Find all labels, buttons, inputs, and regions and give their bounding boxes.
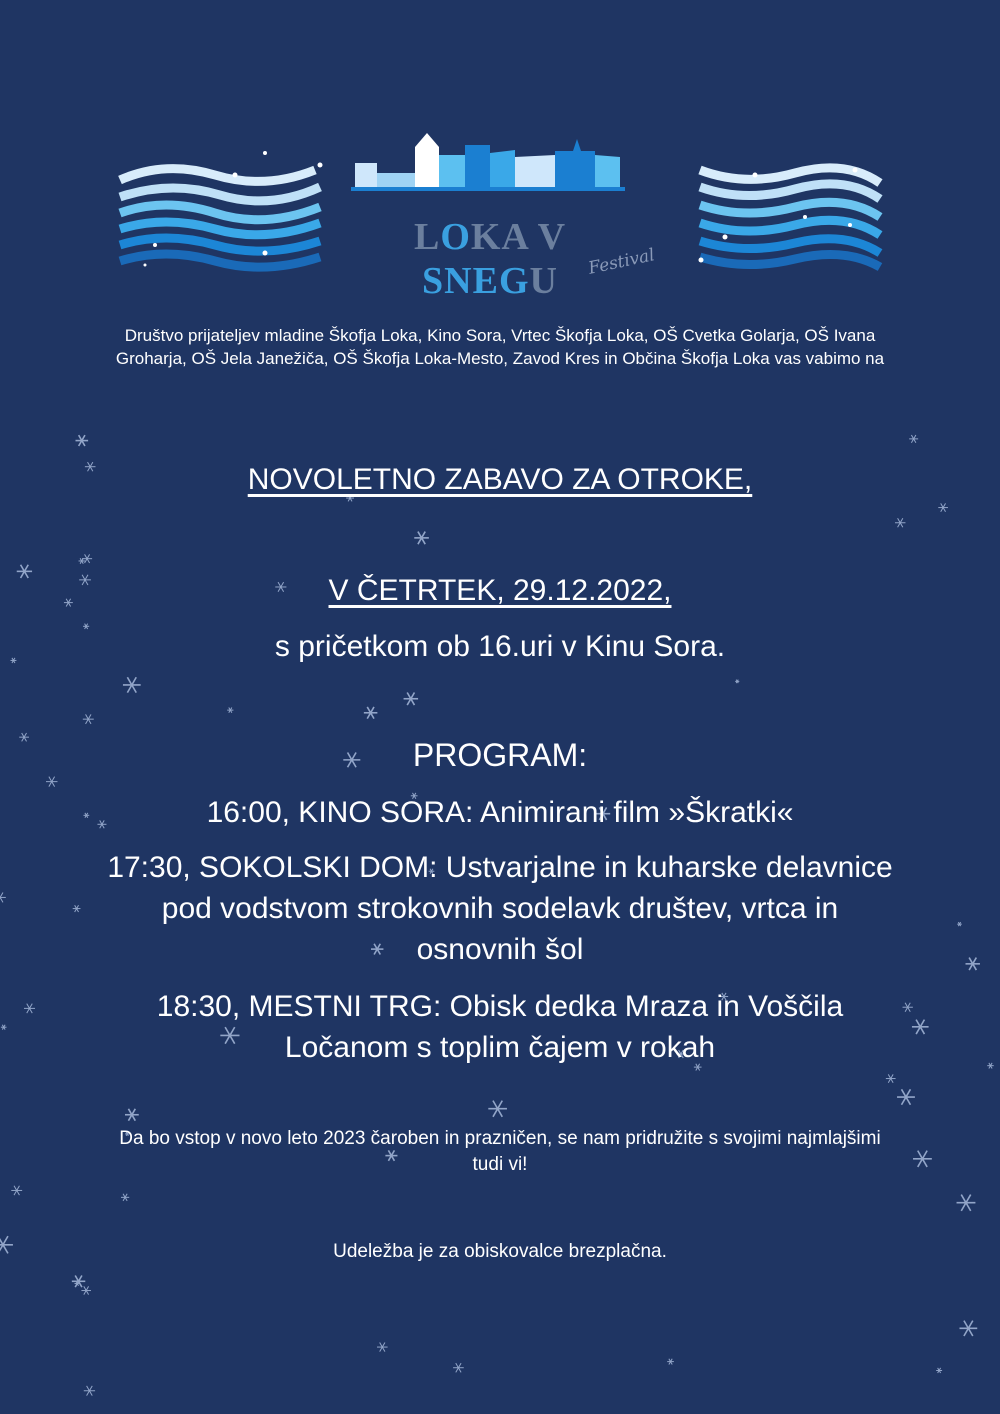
castle-skyline-graphic [351,133,625,191]
snowflake-icon [938,503,948,511]
snowflake-icon [76,435,89,446]
logo-title: LOKA V SNEGU [413,216,567,302]
event-date: V ČETRTEK, 29.12.2022, [328,574,672,607]
snowflake-icon [84,1386,95,1396]
snowflake-icon [377,1342,388,1351]
snowflake-icon [404,692,419,705]
snowflake-icon [959,1321,977,1336]
snowflake-icon [64,599,73,607]
snowflake-icon [414,532,429,545]
snowflake-icon [364,707,378,719]
snowflake-icon [957,1195,976,1211]
program-item: 18:30, MESTNI TRG: Obisk dedka Mraza in Voščila Ločanom s toplim čajem v rokah [156,990,844,1064]
snowflake-icon [895,518,905,527]
closing-paragraph: Da bo vstop v novo leto 2023 čaroben in prazničen, se nam pridružite s svojimi najmlajšimi tudi vi! [119,1128,881,1175]
snowflake-icon [913,1151,932,1167]
snowflake-icon [0,893,6,903]
snowflake-icon [81,1286,91,1294]
snowflake-icon [24,1004,35,1014]
event-start: s pričetkom ob 16.uri v Kinu Sora. [274,630,726,663]
snowflake-icon [123,677,141,692]
snowflake-icon [912,1020,929,1034]
snowflake-icon [79,575,91,585]
logo-subtitle: Festival [586,245,657,279]
snowflake-icon [83,813,89,818]
snowflake-icon [936,1368,942,1373]
snowflake-icon [46,777,57,787]
snowflake-icon [10,658,16,663]
snowflake-icon [897,1089,915,1104]
snowflake-icon [957,922,962,926]
intro-paragraph: Društvo prijateljev mladine Škofja Loka, Kino Sora, Vrtec Škofja Loka, OŠ Cvetka Golarja, OŠ Ivana Groharja, OŠ Jela Janežiča, OŠ Škofja Loka-Mesto, Zavod Kres in Občina Škofja Loka vas vabimo na [115,326,885,368]
snowflake-icon [735,680,739,684]
snowflake-icon [667,1359,674,1365]
snowflake-icon [966,958,980,971]
snowflake-icon [987,1063,993,1069]
snowflake-icon [83,714,94,723]
free-entry-note: Udeležba je za obiskovalce brezplačna. [333,1241,667,1262]
snowflake-icon [11,1186,22,1195]
program-item: 17:30, SOKOLSKI DOM: Ustvarjalne in kuharske delavnice pod vodstvom strokovnih sodelavk društev, vrtca in osnovnih šol [107,851,893,966]
snowflake-icon [83,624,89,629]
snowflake-icon [903,1003,913,1012]
snowflake-icon [1,1025,7,1030]
snowflake-icon [17,565,32,578]
program-title: PROGRAM: [412,737,588,773]
program-item: 16:00, KINO SORA: Animirani film »Škratki« [206,796,794,829]
right-wave-graphic [700,168,880,267]
snowflake-icon [85,462,96,471]
snowflake-icon [909,435,918,443]
snowflake-icon [73,905,81,912]
snowflake-icon [453,1363,464,1372]
snowflake-icon [227,707,233,712]
snowflake-icon [0,1236,13,1253]
snowflake-icon [19,733,29,741]
left-wave-graphic [120,169,320,268]
event-headline: NOVOLETNO ZABAVO ZA OTROKE, [247,463,753,496]
snowflake-icon [886,1074,896,1082]
snowflake-icon [488,1101,507,1117]
snowflake-icon [121,1194,129,1201]
snowflake-icon [125,1109,139,1121]
